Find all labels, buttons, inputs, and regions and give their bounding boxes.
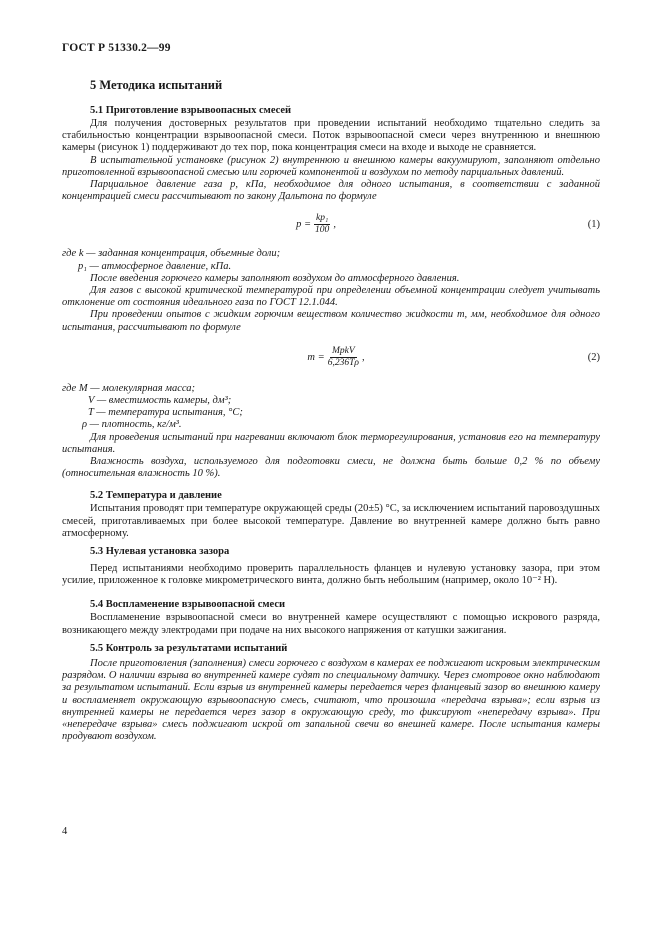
paragraph: В испытательной установке (рисунок 2) внутреннюю и внешнюю камеры вакуумируют, заполняют отдельно приготовленной взрывоопасной смесью или горючей компонентой и воздухом по методу парциальных давлений. bbox=[62, 154, 600, 178]
paragraph: При проведении опытов с жидким горючим веществом количество жидкости m, мм, необходимое для одного испытания, рассчитывают по формуле bbox=[62, 309, 600, 333]
legend-1 bbox=[62, 248, 600, 272]
paragraph: Для получения достоверных результатов при проведении испытаний необходимо тщательно следить за стабильностью концентрации взрывоопасной смеси. Поток взрывоопасной смеси через внутреннюю и внешнюю камеры (рисунок 1) поддерживают до тех пор, пока концентрация смеси на входе и выходе не сравняется. bbox=[62, 118, 600, 154]
standard-header: ГОСТ Р 51330.2—99 bbox=[62, 42, 171, 54]
paragraph: После введения горючего камеры заполняют воздухом до атмосферного давления. bbox=[90, 272, 460, 284]
legend-2 bbox=[62, 383, 600, 432]
formula-tail: , bbox=[333, 219, 336, 231]
formula-number: (2) bbox=[587, 351, 600, 363]
page-number: 4 bbox=[62, 826, 68, 837]
legend-line: T — температура испытания, °С; bbox=[88, 407, 243, 419]
formula-tail: , bbox=[361, 351, 365, 363]
subsection-5-3-title: 5.3 Нулевая установка зазора bbox=[90, 546, 230, 558]
legend-line: где k — заданная концентрация, объемные доли; bbox=[62, 248, 281, 260]
paragraph: Воспламенение взрывоопасной смеси во внутренней камере осуществляют с помощью искрового разряда, возникающего между электродами при подаче на них высокого напряжения от катушки зажигания. bbox=[62, 612, 600, 636]
legend-line: V — вместимость камеры, дм³; bbox=[88, 395, 232, 407]
legend-line: где M — молекулярная масса; bbox=[62, 382, 196, 394]
paragraph: Для газов с высокой критической температурой при определении объемной концентрации следует учитывать отклонение от состояния идеального газа по ГОСТ 12.1.044. bbox=[62, 285, 600, 309]
fraction-numerator: MpkV bbox=[331, 345, 355, 356]
document-page bbox=[62, 42, 600, 743]
subsection-5-1-title: 5.1 Приготовление взрывоопасных смесей bbox=[90, 105, 292, 116]
formula-lhs: m = bbox=[307, 351, 325, 363]
fraction-denominator: 100 bbox=[315, 225, 330, 236]
fraction bbox=[328, 346, 359, 369]
fraction-numerator: kp₁ bbox=[316, 213, 329, 224]
fraction bbox=[314, 213, 330, 236]
subsection-5-4-title: 5.4 Воспламенение взрывоопасной смеси bbox=[90, 599, 286, 611]
fraction-denominator: 6,236Tρ bbox=[327, 357, 359, 368]
paragraph: Перед испытаниями необходимо проверить параллельность фланцев и нулевую установку зазора, при этом усилие, приложенное к головке микрометрического винта, должно быть небольшим (например, около 10⁻² Н). bbox=[62, 563, 600, 587]
legend-line: p₁ — атмосферное давление, кПа. bbox=[78, 260, 232, 272]
legend-line: ρ — плотность, кг/м³. bbox=[82, 419, 182, 431]
formula-2 bbox=[62, 346, 600, 369]
paragraph: Испытания проводят при температуре окружающей среды (20±5) °С, за исключением испытаний паровоздушных смесей, приготавливаемых при более высокой температуре. Давление во внутренней камере должно быть равно атмосферному. bbox=[62, 503, 600, 539]
formula-1 bbox=[62, 213, 600, 236]
formula-lhs: p = bbox=[296, 219, 312, 231]
subsection-5-5-title: 5.5 Контроль за результатами испытаний bbox=[90, 642, 288, 654]
formula-number: (1) bbox=[587, 219, 600, 231]
paragraph: После приготовления (заполнения) смеси горючего с воздухом в камерах ее поджигают искровым электрическим разрядом. О наличии взрыва во внутренней камере судят по специальному датчику. Через смотровое окно наблюдают за результатом испытаний. Если взрыв из внутренней камеры передается через фланцевый зазор во внешнюю камеру и воспламеняет окружающую взрывоопасную смесь, считают, что произошла «передача взрыва»; если взрыв из внутренней камеры не передается через зазор в окружающую среду, то фиксируют «непередачу взрыва». При «непередаче взрыва» смесь поджигают искрой от запальной свечи во внешней камере. После испытания камеры продувают воздухом. bbox=[62, 657, 600, 743]
paragraph: Для проведения испытаний при нагревании включают блок терморегулирования, установив его на температуру испытания. bbox=[62, 431, 600, 455]
paragraph: Влажность воздуха, используемого для подготовки смеси, не должна быть больше 0,2 % по объему (относительная влажность 10 %). bbox=[62, 456, 600, 480]
section-title: 5 Методика испытаний bbox=[90, 78, 223, 92]
subsection-5-2-title: 5.2 Температура и давление bbox=[90, 490, 222, 502]
paragraph: Парциальное давление газа p, кПа, необходимое для одного испытания, в соответствии с заданной концентрацией смеси рассчитывают по закону Дальтона по формуле bbox=[62, 179, 600, 203]
